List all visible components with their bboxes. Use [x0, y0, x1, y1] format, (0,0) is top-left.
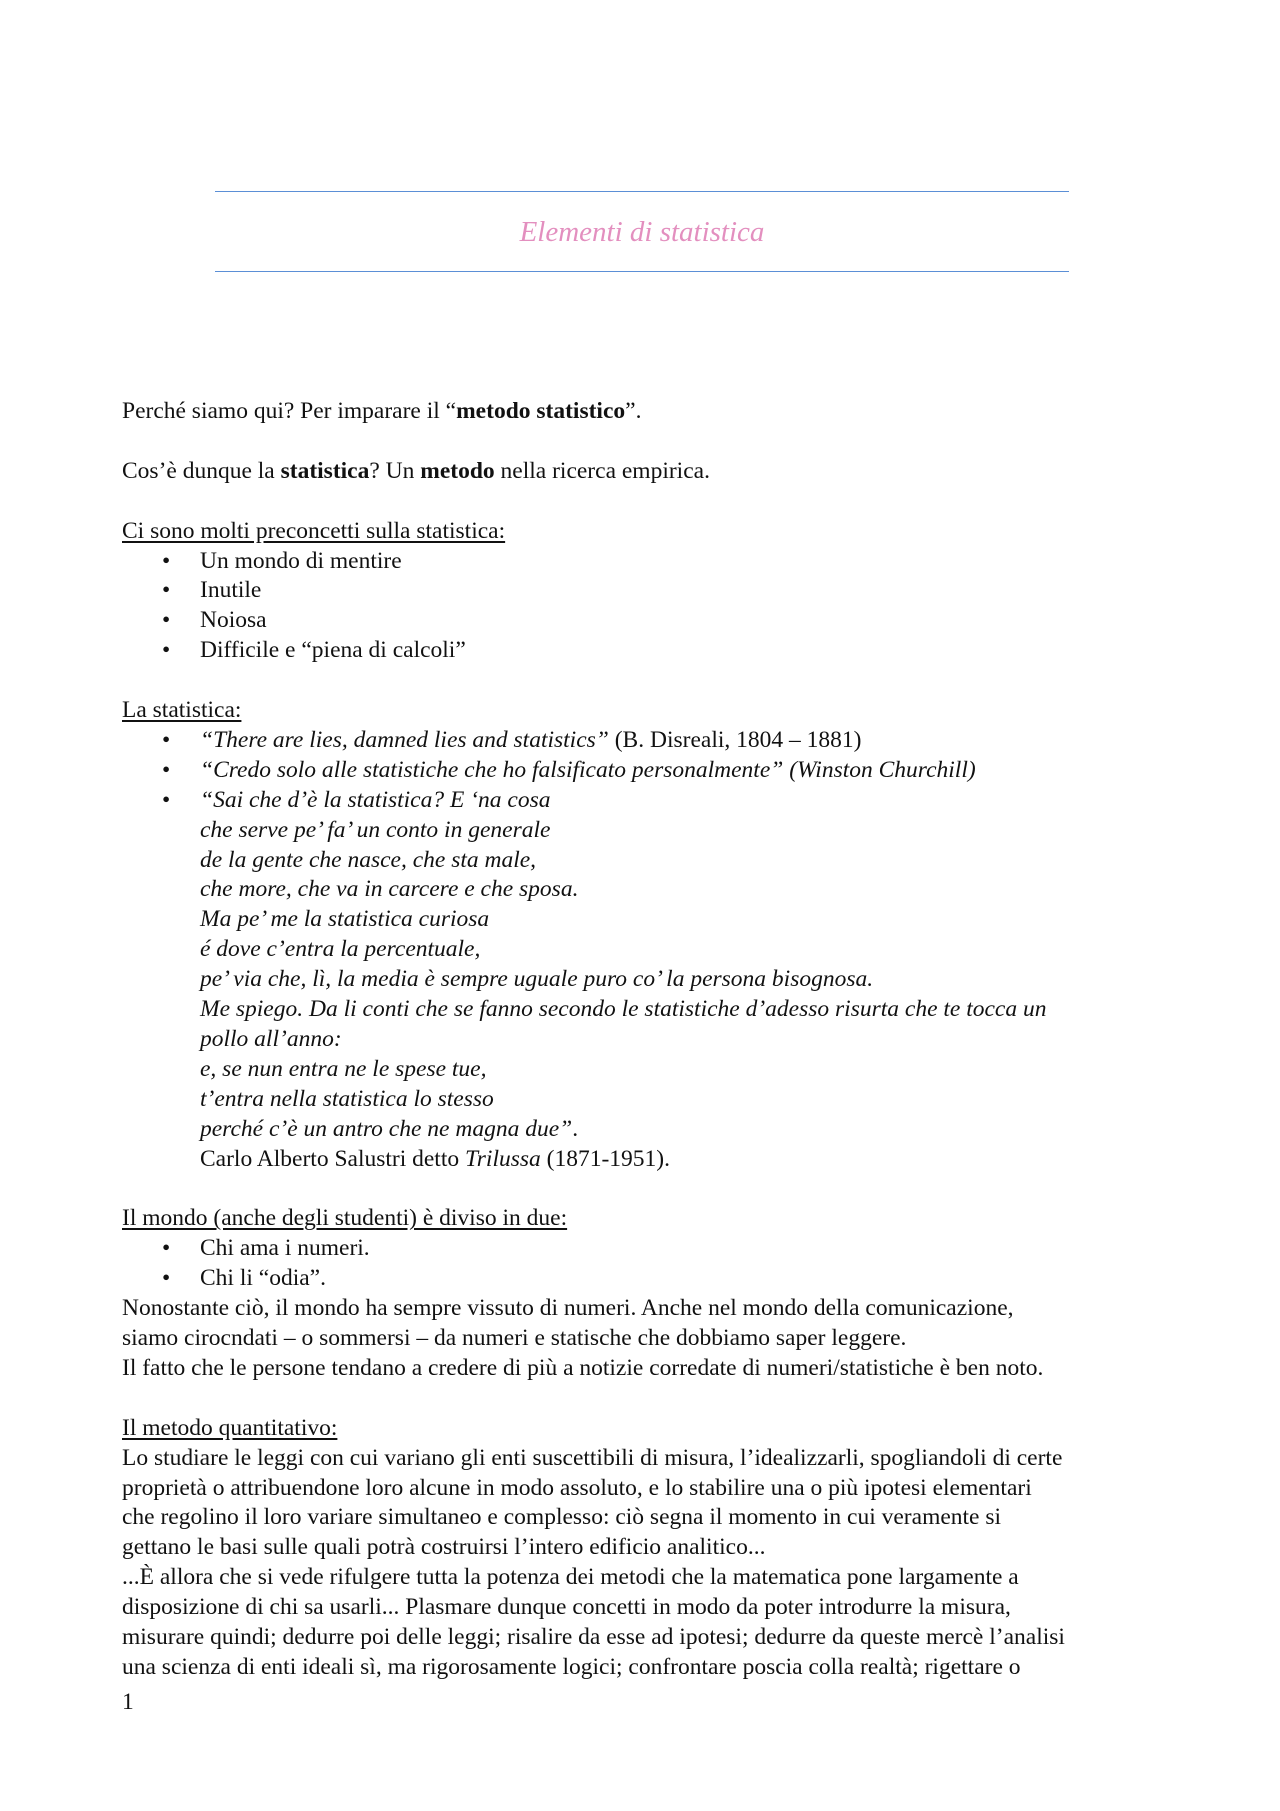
text-span: Carlo Alberto Salustri detto: [200, 1145, 465, 1172]
document-body: [122, 397, 1182, 1683]
paragraph-line: misurare quindi; dedurre poi delle leggi; risalire da esse ad ipotesi; dedurre da queste mercè l’analisi: [122, 1624, 1065, 1651]
list-item: [122, 576, 1182, 606]
poem-line: t’entra nella statistica lo stesso: [200, 1085, 494, 1112]
paragraph-line: Il fatto che le persone tendano a credere di più a notizie corredate di numeri/statistiche è ben noto.: [122, 1354, 1044, 1381]
poem-line: pe’ via che, lì, la media è sempre uguale puro co’ la persona bisognosa.: [200, 966, 874, 993]
bullet-icon: •: [162, 756, 171, 783]
bullet-icon: •: [162, 786, 171, 813]
bullet-icon: •: [162, 577, 171, 604]
text-span: Cos’è dunque la: [122, 457, 281, 484]
list-item: [122, 636, 1182, 666]
poem-line: che serve pe’ fa’ un conto in generale: [200, 816, 551, 843]
spacer: [122, 487, 1182, 517]
author-name: Trilussa: [465, 1145, 541, 1172]
paragraph-line: Lo studiare le leggi con cui variano gli enti suscettibili di misura, l’idealizzarli, spogliandoli di certe: [122, 1444, 1063, 1471]
section-heading-mondo: Il mondo (anche degli studenti) è diviso in due:: [122, 1205, 568, 1232]
bullet-icon: •: [162, 637, 171, 664]
section-heading-metodo: Il metodo quantitativo:: [122, 1414, 338, 1441]
list-item: [122, 1264, 1182, 1294]
page-number: 1: [122, 1689, 134, 1715]
list-item: [122, 547, 1182, 577]
quotes-list: [122, 726, 1182, 816]
paragraph-line: siamo cirocndati – o sommersi – da numeri e statische che dobbiamo saper leggere.: [122, 1325, 907, 1352]
preconcetti-list: [122, 547, 1182, 667]
text-span: ? Un: [369, 457, 421, 484]
poem-line: che more, che va in carcere e che sposa.: [200, 876, 579, 903]
bullet-icon: •: [162, 547, 171, 574]
intro-question-2: [122, 457, 1182, 487]
poem-line: de la gente che nasce, che sta male,: [200, 846, 537, 873]
spacer: [122, 427, 1182, 457]
title-rule-top: [215, 191, 1069, 192]
paragraph-line: ...È allora che si vede rifulgere tutta la potenza dei metodi che la matematica pone largamente a: [122, 1564, 1019, 1591]
poem-line: e, se nun entra ne le spese tue,: [200, 1055, 487, 1082]
list-item-text: Inutile: [200, 577, 262, 604]
list-item: [122, 606, 1182, 636]
spacer: [122, 1384, 1182, 1414]
text-span: nella ricerca empirica.: [494, 457, 710, 484]
poem-line: pollo all’anno:: [200, 1025, 342, 1052]
poem-body: [122, 816, 1182, 1175]
spacer: [122, 666, 1182, 696]
paragraph-line: disposizione di chi sa usarli... Plasmare dunque concetti in modo da poter introdurre la misura,: [122, 1594, 1011, 1621]
poem-line: perché c’è un antro che ne magna due”: [200, 1115, 573, 1142]
list-item-text: Un mondo di mentire: [200, 547, 402, 574]
spacer: [122, 1175, 1182, 1205]
quote-text: “Credo solo alle statistiche che ho falsificato personalmente” (Winston Churchill): [200, 756, 976, 783]
poem-line: Ma pe’ me la statistica curiosa: [200, 906, 490, 933]
mondo-list: [122, 1234, 1182, 1294]
poem-line: Me spiego. Da li conti che se fanno secondo le statistiche d’adesso risurta che te tocca un: [200, 996, 1047, 1023]
paragraph-line: Nonostante ciò, il mondo ha sempre vissuto di numeri. Anche nel mondo della comunicazione,: [122, 1295, 1014, 1322]
bold-term: metodo statistico: [456, 398, 626, 424]
quote-item: [122, 756, 1182, 786]
paragraph-line: proprietà o attribuendone loro alcune in modo assoluto, e lo stabilire una o più ipotesi elementari: [122, 1474, 1032, 1501]
text-span: ”.: [625, 398, 642, 424]
section-heading-la-statistica: La statistica:: [122, 697, 242, 724]
poem-line: “Sai che d’è la statistica? E ‘na cosa: [200, 786, 551, 813]
page-title: Elementi di statistica: [519, 216, 765, 248]
paragraph-line: che regolino il loro variare simultaneo e complesso: ciò segna il momento in cui veramente si: [122, 1504, 1002, 1531]
list-item-text: Noiosa: [200, 607, 267, 634]
paragraph-line: gettano le basi sulle quali potrà costruirsi l’intero edificio analitico...: [122, 1534, 766, 1561]
list-item-text: Chi ama i numeri.: [200, 1235, 370, 1262]
bullet-icon: •: [162, 726, 171, 753]
poem-end: .: [572, 1115, 579, 1142]
quote-author: (B. Disreali, 1804 – 1881): [608, 726, 862, 753]
quote-item-poem: [122, 786, 1182, 816]
text-span: (1871-1951).: [540, 1145, 671, 1172]
intro-question-1: [122, 397, 1182, 427]
list-item-text: Difficile e “piena di calcoli”: [200, 637, 466, 664]
text-span: Perché siamo qui? Per imparare il “: [122, 398, 457, 424]
bold-term: metodo: [420, 457, 495, 484]
title-rule-bottom: [215, 271, 1069, 272]
paragraph-line: una scienza di enti ideali sì, ma rigorosamente logici; confrontare poscia colla realtà; rigettare o: [122, 1653, 1021, 1680]
quote-text: “There are lies, damned lies and statistics”: [200, 726, 609, 753]
bold-term: statistica: [280, 457, 370, 484]
poem-line: é dove c’entra la percentuale,: [200, 936, 481, 963]
quote-item: [122, 726, 1182, 756]
bullet-icon: •: [162, 607, 171, 634]
bullet-icon: •: [162, 1265, 171, 1292]
list-item: [122, 1234, 1182, 1264]
section-heading-preconcetti: Ci sono molti preconcetti sulla statistica:: [122, 517, 506, 544]
poem-attribution: [200, 1145, 1182, 1175]
list-item-text: Chi li “odia”.: [200, 1265, 326, 1292]
bullet-icon: •: [162, 1235, 171, 1262]
